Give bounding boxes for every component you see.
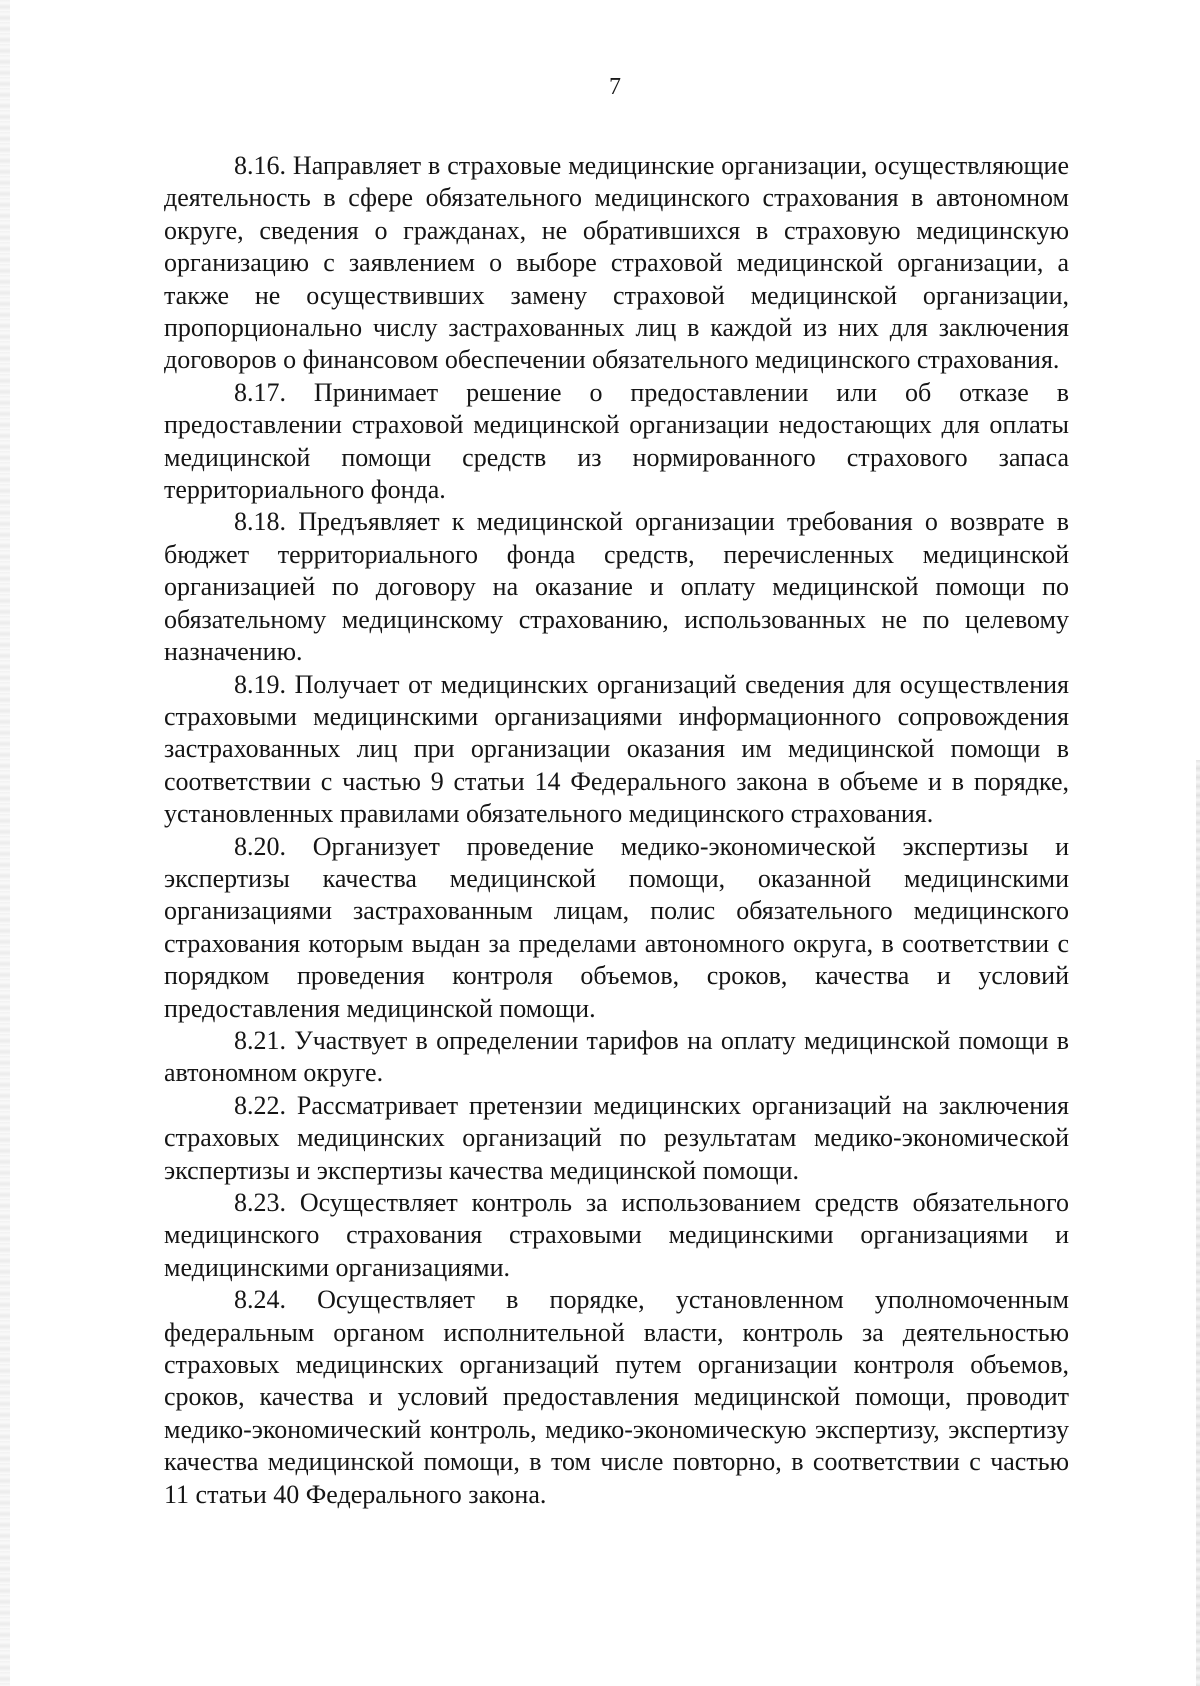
paragraph-8-21: 8.21. Участвует в определении тарифов на оплату медицинской помощи в автономном округе.: [164, 1025, 1069, 1088]
page-number: 7: [609, 74, 621, 100]
paragraph-8-19: 8.19. Получает от медицинских организаций сведения для осуществления страховыми медицинскими организациями информационного сопровождения застрахованных лиц при организации оказания им медицинской помощи в соответствии с частью 9 статьи 14 Федерального закона в объеме и в порядке, установленных правилами обязательного медицинского страхования.: [164, 669, 1069, 829]
paragraph-8-18: 8.18. Предъявляет к медицинской организации требования о возврате в бюджет территориального фонда средств, перечисленных медицинской организацией по договору на оказание и оплату медицинской помощи по обязательному медицинскому страхованию, использованных не по целевому назначению.: [164, 507, 1069, 667]
scan-edge-left: [0, 0, 10, 1686]
paragraph-8-24: 8.24. Осуществляет в порядке, установленном уполномоченным федеральным органом исполнительной власти, контроль за деятельностью страховых медицинских организаций путем организации контроля объемов, сроков, качества и условий предоставления медицинской помощи, проводит медико-экономический контроль, медико-экономическую экспертизу, экспертизу качества медицинской помощи, в том числе повторно, в соответствии с частью 11 статьи 40 Федерального закона.: [164, 1285, 1069, 1509]
scan-edge-right: [1196, 760, 1200, 1686]
paragraph-8-22: 8.22. Рассматривает претензии медицинских организаций на заключения страховых медицинских организаций по результатам медико-экономической экспертизы и экспертизы качества медицинской помощи.: [164, 1090, 1069, 1185]
paragraph-8-20: 8.20. Организует проведение медико-экономической экспертизы и экспертизы качества медицинской помощи, оказанной медицинскими организациями застрахованным лицам, полис обязательного медицинского страхования которым выдан за пределами автономного округа, в соответствии с порядком проведения контроля объемов, сроков, качества и условий предоставления медицинской помощи.: [164, 831, 1069, 1023]
paragraph-8-23: 8.23. Осуществляет контроль за использованием средств обязательного медицинского страхования страховыми медицинскими организациями и медицинскими организациями.: [164, 1188, 1069, 1282]
paragraph-8-17: 8.17. Принимает решение о предоставлении или об отказе в предоставлении страховой медицинской организации недостающих для оплаты медицинской помощи средств из нормированного страхового запаса территориального фонда.: [164, 377, 1069, 505]
paragraph-8-16: 8.16. Направляет в страховые медицинские организации, осуществляющие деятельность в сфере обязательного медицинского страхования в автономном округе, сведения о гражданах, не обратившихся в страховую медицинскую организацию с заявлением о выборе страховой медицинской организации, а также не осуществивших замену страховой медицинской организации, пропорционально числу застрахованных лиц в каждой из них для заключения договоров о финансовом обеспечении обязательного медицинского страхования.: [164, 151, 1069, 375]
document-body: [164, 150, 1069, 1511]
